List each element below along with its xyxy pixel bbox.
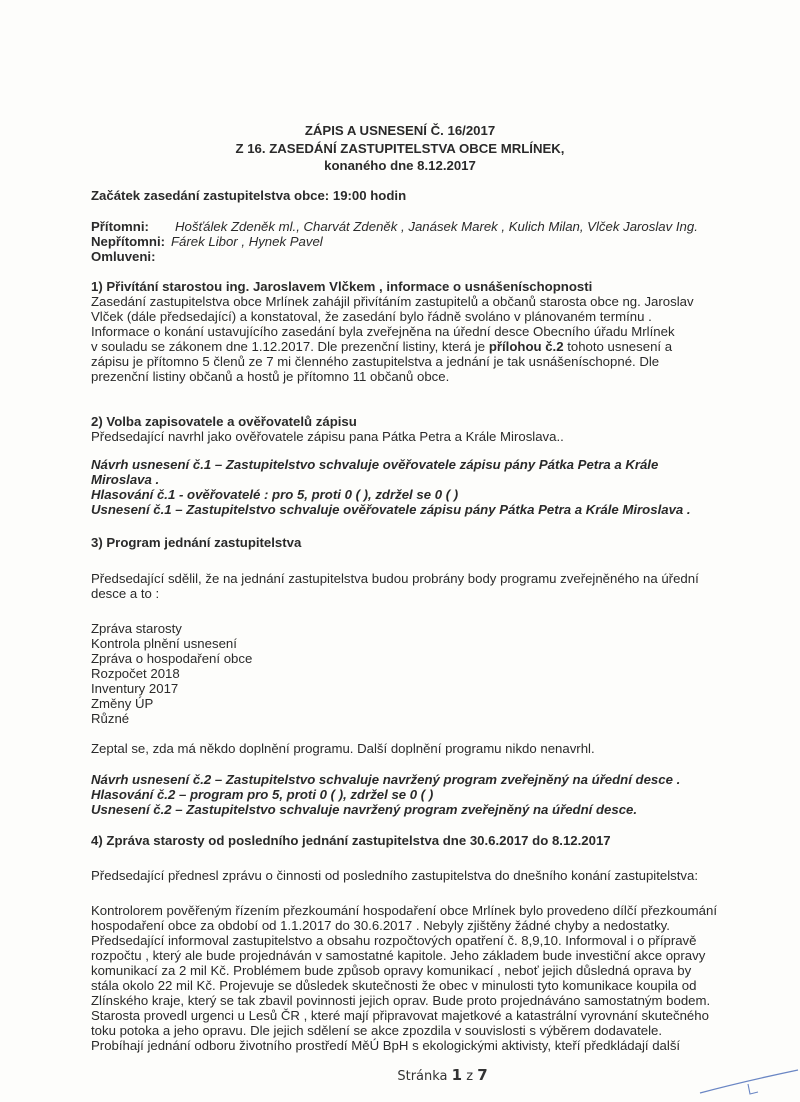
text-line: rozpočtu , který ale bude projednáván v samostatné kapitole. Jeho základem bude investiční akce opravy	[91, 948, 706, 963]
start-time: Začátek zasedání zastupitelstva obce: 19:00 hodin	[91, 188, 407, 203]
attendance	[91, 219, 698, 264]
program-list	[91, 621, 252, 726]
text-line: Předsedající informoval zastupitelstvo a obsahu rozpočtových opatření č. 8,9,10. Informoval i o přípravě	[91, 933, 697, 948]
text-line: Předsedající navrhl jako ověřovatele zápisu pana Pátka Petra a Krále Miroslava..	[91, 429, 564, 444]
program-item: Zpráva starosty	[91, 621, 182, 636]
program-item: Zpráva o hospodaření obce	[91, 651, 253, 666]
total-pages: 7	[477, 1066, 488, 1084]
section-1-heading: 1) Přivítání starostou ing. Jaroslavem Vlčkem , informace o usnášeníschopnosti	[91, 279, 593, 294]
program-note: Zeptal se, zda má někdo doplnění programu. Další doplnění programu nikdo nenavrhl.	[91, 741, 595, 756]
resolution-1	[91, 457, 691, 517]
section-3-heading: 3) Program jednání zastupitelstva	[91, 535, 302, 550]
present-list: Hošťálek Zdeněk ml., Charvát Zdeněk , Janásek Marek , Kulich Milan, Vlček Jaroslav Ing.	[175, 219, 698, 234]
text-line: prezenční listiny občanů a hostů je přítomno 11 občanů obce.	[91, 369, 450, 384]
current-page: 1	[451, 1066, 463, 1084]
text-line: Starosta provedl urgenci u Lesů ČR , které mají připravovat majetkové a katastrální vyrovnání skutečného	[91, 1008, 709, 1023]
page-sep: z	[462, 1069, 478, 1084]
text-line	[91, 339, 694, 354]
text-line: Hlasování č.1 - ověřovatelé : pro 5, proti 0 ( ), zdržel se 0 ( )	[91, 487, 459, 502]
section-4-body	[91, 903, 717, 1053]
signature-mark	[690, 1060, 800, 1100]
section-1	[91, 279, 694, 384]
document-title	[0, 122, 800, 175]
text-line: Probíhají jednání odboru životního prostředí MěÚ BpH s ekologickými aktivisty, kteří předkládají další	[91, 1038, 681, 1053]
section-2	[91, 414, 564, 444]
section-2-heading: 2) Volba zapisovatele a ověřovatelů zápisu	[91, 414, 357, 429]
page-prefix: Stránka	[397, 1069, 452, 1084]
program-item: Různé	[91, 711, 130, 726]
page-number	[0, 1066, 800, 1084]
program-item: Kontrola plnění usnesení	[91, 636, 237, 651]
attachment-ref: přílohou č.2	[488, 339, 564, 354]
title-line: ZÁPIS A USNESENÍ Č. 16/2017	[304, 123, 496, 138]
program-item: Inventury 2017	[91, 681, 179, 696]
title-line: konaného dne 8.12.2017	[324, 158, 476, 173]
text-line: Vlček (dále předsedající) a konstatoval, že zasedání bylo řádně svoláno v plánovaném termínu .	[91, 309, 652, 324]
absent-list: Fárek Libor , Hynek Pavel	[171, 234, 323, 249]
resolution-2	[91, 772, 680, 817]
text-segment: v souladu se zákonem dne 1.12.2017. Dle prezenční listiny, která je	[91, 339, 489, 354]
text-segment: tohoto usnesení a	[563, 339, 673, 354]
text-line: hospodaření obce za období od 1.1.2017 do 30.6.2017 . Nebyly zjištěny žádné chyby a nedostatky.	[91, 918, 670, 933]
section-3-intro	[91, 571, 699, 601]
program-item: Rozpočet 2018	[91, 666, 180, 681]
text-line: Předsedající sdělil, že na jednání zastupitelstva budou probrány body programu zveřejněného na úřední	[91, 571, 699, 586]
text-line: Informace o konání ustavujícího zasedání byla zveřejněna na úřední desce Obecního úřadu Mrlínek	[91, 324, 675, 339]
text-line: desce a to :	[91, 586, 160, 601]
text-line: zápisu je přítomno 5 členů ze 7 mi členného zastupitelstva a jednání je tak usnášeníschopné. Dle	[91, 354, 660, 369]
present-label: Přítomni:	[91, 219, 149, 234]
text-line: Návrh usnesení č.1 – Zastupitelstvo schvaluje ověřovatele zápisu pány Pátka Petra a Krále	[91, 457, 659, 472]
absent-label: Nepřítomni:	[91, 234, 165, 249]
text-line: Zlínského kraje, který se tak zbavil povinnosti jejich oprav. Bude proto projednáváno samostatným bodem.	[91, 993, 711, 1008]
text-line: Kontrolorem pověřeným řízením přezkoumání hospodaření obce Mrlínek bylo provedeno dílčí přezkoumání	[91, 903, 717, 918]
text-line: Usnesení č.1 – Zastupitelstvo schvaluje ověřovatele zápisu pány Pátka Petra a Krále Miroslava .	[91, 502, 691, 517]
title-line: Z 16. ZASEDÁNÍ ZASTUPITELSTVA OBCE MRLÍNEK,	[235, 140, 565, 156]
text-line: Zasedání zastupitelstva obce Mrlínek zahájil přivítáním zastupitelů a občanů starosta obce ng. Jaroslav	[91, 294, 694, 309]
text-line: Hlasování č.2 – program pro 5, proti 0 ( ), zdržel se 0 ( )	[91, 787, 434, 802]
text-line: toku potoka a jeho opravu. Dle jejich sdělení se akce zpozdila v souvislosti s výběrem dodavatele.	[91, 1023, 663, 1038]
excused-label: Omluveni:	[91, 249, 156, 264]
text-line: stála okolo 22 mil Kč. Projevuje se důsledek skutečnosti že obec v minulosti tyto komunikace koupila od	[91, 978, 697, 993]
program-item: Změny ÚP	[91, 696, 154, 711]
text-line: Návrh usnesení č.2 – Zastupitelstvo schvaluje navržený program zveřejněný na úřední desce .	[91, 772, 681, 787]
text-line: Miroslava .	[91, 472, 160, 487]
section-4-heading: 4) Zpráva starosty od posledního jednání zastupitelstva dne 30.6.2017 do 8.12.2017	[91, 833, 611, 848]
section-4-intro: Předsedající přednesl zprávu o činnosti od posledního zastupitelstva do dnešního konání zastupitelstva:	[91, 868, 699, 883]
text-line: Usnesení č.2 – Zastupitelstvo schvaluje navržený program zveřejněný na úřední desce.	[91, 802, 638, 817]
text-line: komunikací za 2 mil Kč. Problémem bude způsob opravy komunikací , neboť jejich důsledná oprava by	[91, 963, 692, 978]
